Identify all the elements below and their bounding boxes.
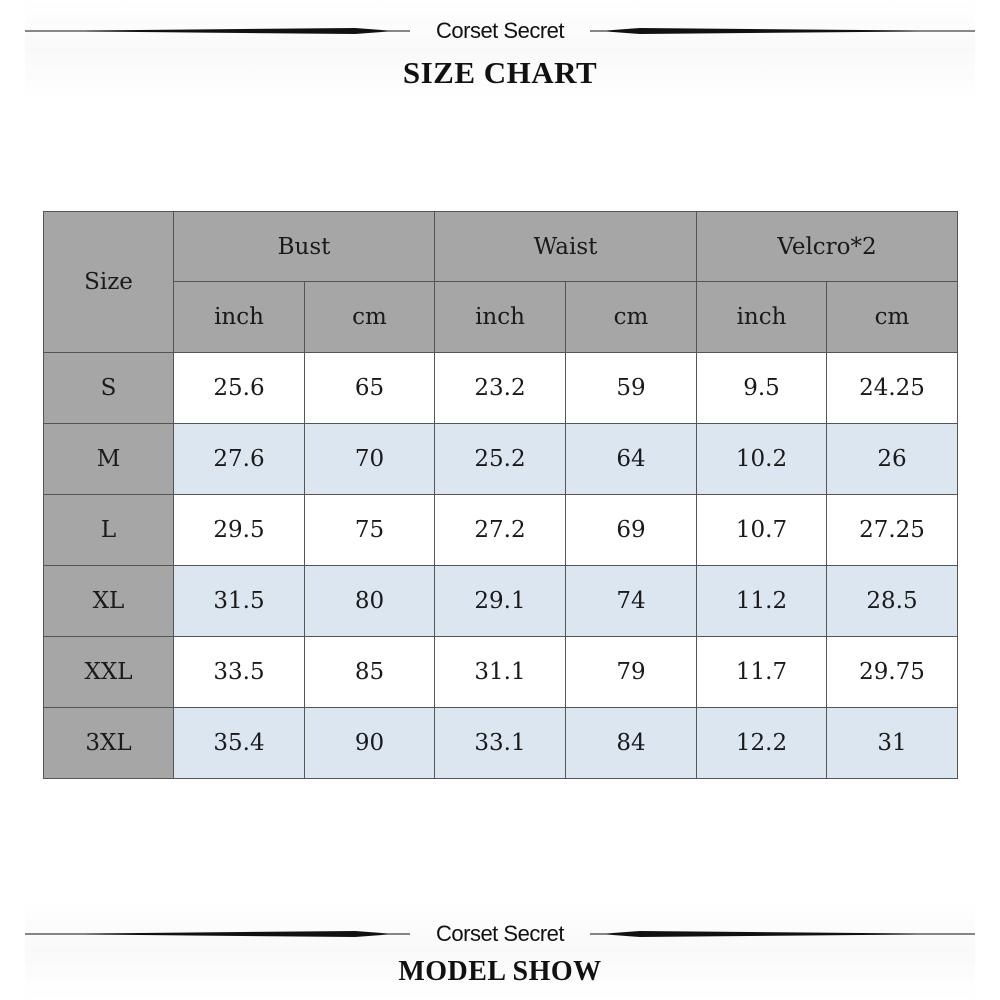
table-cell: 65 [305, 353, 435, 424]
page-title: SIZE CHART [402, 55, 598, 90]
brand-logo-text: Corset Secret [436, 921, 564, 946]
table-cell: 25.2 [435, 424, 566, 495]
table-cell: 31.1 [435, 637, 566, 708]
table-cell: 90 [305, 708, 435, 779]
table-cell: 24.25 [827, 353, 958, 424]
table-cell: 80 [305, 566, 435, 637]
table-cell: 27.6 [174, 424, 305, 495]
waist-group-header: Waist [435, 212, 697, 282]
unit-header: cm [566, 282, 697, 353]
right-decorative-rule [590, 919, 975, 949]
bust-group-header: Bust [174, 212, 435, 282]
table-row [44, 424, 958, 495]
table-cell: 69 [566, 495, 697, 566]
table-cell: 74 [566, 566, 697, 637]
table-cell: 23.2 [435, 353, 566, 424]
velcro-group-header: Velcro*2 [697, 212, 958, 282]
top-brand-row [25, 16, 975, 46]
table-row [44, 637, 958, 708]
table-cell: 35.4 [174, 708, 305, 779]
table-cell: 33.1 [435, 708, 566, 779]
table-cell: 27.25 [827, 495, 958, 566]
table-cell: 10.7 [697, 495, 827, 566]
size-label: 3XL [44, 708, 174, 779]
table-cell: 64 [566, 424, 697, 495]
table-row [44, 495, 958, 566]
table-cell: 85 [305, 637, 435, 708]
table-row [44, 566, 958, 637]
size-label: M [44, 424, 174, 495]
table-cell: 27.2 [435, 495, 566, 566]
size-label: XL [44, 566, 174, 637]
table-cell: 84 [566, 708, 697, 779]
table-cell: 29.1 [435, 566, 566, 637]
unit-header: cm [305, 282, 435, 353]
unit-header: cm [827, 282, 958, 353]
unit-header: inch [697, 282, 827, 353]
table-cell: 31.5 [174, 566, 305, 637]
section-title: MODEL SHOW [398, 956, 602, 987]
table-cell: 59 [566, 353, 697, 424]
table-cell: 70 [305, 424, 435, 495]
table-cell: 10.2 [697, 424, 827, 495]
table-cell: 9.5 [697, 353, 827, 424]
size-column-header: Size [44, 212, 174, 353]
unit-header: inch [435, 282, 566, 353]
unit-header: inch [174, 282, 305, 353]
size-label: XXL [44, 637, 174, 708]
table-cell: 11.7 [697, 637, 827, 708]
table-cell: 28.5 [827, 566, 958, 637]
table-cell: 11.2 [697, 566, 827, 637]
table-cell: 33.5 [174, 637, 305, 708]
table-cell: 75 [305, 495, 435, 566]
table-cell: 12.2 [697, 708, 827, 779]
table-cell: 29.5 [174, 495, 305, 566]
size-chart-table [43, 211, 958, 779]
right-decorative-rule [590, 16, 975, 46]
table-cell: 26 [827, 424, 958, 495]
table-cell: 25.6 [174, 353, 305, 424]
brand-logo-text: Corset Secret [436, 18, 564, 43]
table-unit-row [44, 282, 958, 353]
table-cell: 31 [827, 708, 958, 779]
table-row [44, 708, 958, 779]
table-header-row [44, 212, 958, 282]
size-label: S [44, 353, 174, 424]
bottom-brand-row [25, 919, 975, 949]
size-label: L [44, 495, 174, 566]
table-cell: 79 [566, 637, 697, 708]
table-cell: 29.75 [827, 637, 958, 708]
table-row [44, 353, 958, 424]
